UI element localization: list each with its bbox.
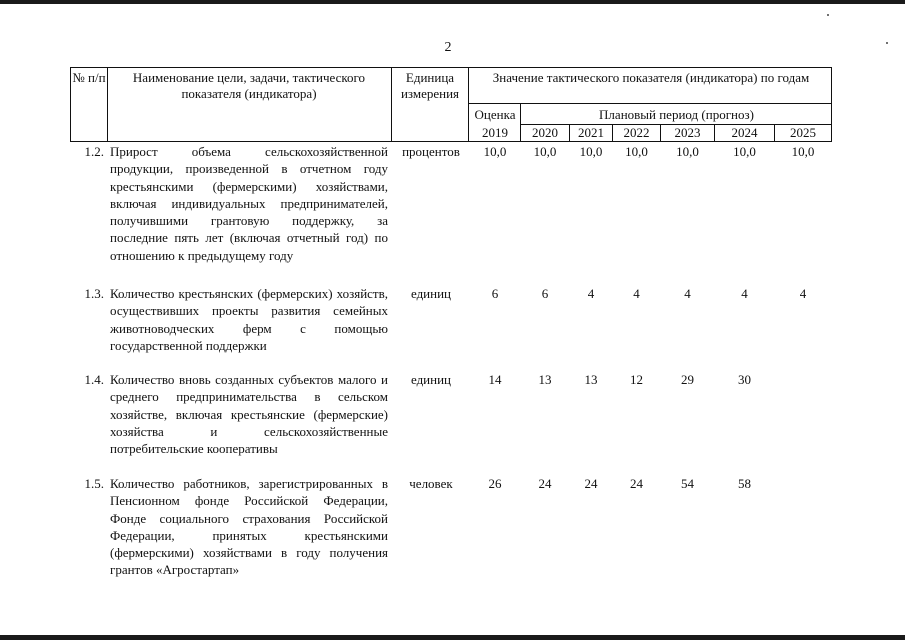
header-year: 2024 <box>731 125 758 140</box>
value-2021: 10,0 <box>579 144 603 159</box>
header-year: 2021 <box>578 125 604 140</box>
header-unit: Единица измерения <box>400 70 460 101</box>
unit-cell: единиц <box>410 372 452 387</box>
page-number: 2 <box>444 40 452 55</box>
value-2025: 10,0 <box>791 144 815 159</box>
value-2022: 12 <box>630 372 643 387</box>
unit-cell: единиц <box>410 286 452 301</box>
value-2019: 14 <box>488 372 502 387</box>
table-border-left <box>70 67 71 142</box>
value-2024: 30 <box>738 372 751 387</box>
value-2024: 58 <box>738 476 751 491</box>
value-2022: 4 <box>633 286 640 301</box>
value-2019: 26 <box>488 476 502 491</box>
header-year: 2020 <box>532 125 558 140</box>
indicator-name: Прирост объема сельскохозяйственной продукции, произведенной в отчетном году крестьянскими (фермерскими) хозяйствами, включая индивидуальных предпринимателей, получившими грантовую поддержку, за последние пять лет (включая отчетный год) по отношению к предыдущему году <box>110 144 388 263</box>
value-2023: 29 <box>681 372 694 387</box>
value-2019: 6 <box>491 286 499 301</box>
header-year: 2023 <box>674 125 701 140</box>
indicator-name: Количество вновь созданных субъектов малого и среднего предпринимательства в сельском хозяйстве, включая крестьянские (фермерские) хозяйства и сельскохозяйственные потребительские кооперативы <box>110 372 388 457</box>
column-divider <box>391 67 392 142</box>
value-2020: 24 <box>538 476 552 491</box>
unit-cell: процентов <box>402 144 460 159</box>
scan-top-edge <box>0 0 905 4</box>
value-2020: 10,0 <box>533 144 557 159</box>
scan-speck <box>886 42 888 44</box>
column-divider <box>107 67 108 142</box>
value-2024: 10,0 <box>733 144 756 159</box>
indicator-name: Количество крестьянских (фермерских) хозяйств, осуществивших проекты развития семейных животноводческих ферм с помощью государственной поддержки <box>110 286 388 353</box>
indicator-name: Количество работников, зарегистрированных в Пенсионном фонде Российской Федерации, Фонде социального страхования Российской Федерации, принятых крестьянскими (фермерскими) хозяйствами в году получения грантов «Агростартап» <box>110 476 388 578</box>
header-name: Наименование цели, задачи, тактического показателя (индикатора) <box>132 70 366 101</box>
header-estimate: Оценка <box>474 107 516 122</box>
value-2022: 10,0 <box>625 144 648 159</box>
scan-bottom-edge <box>0 635 905 640</box>
column-divider <box>468 67 469 142</box>
value-2019: 10,0 <box>483 144 507 159</box>
header-planned-period: Плановый период (прогноз) <box>599 107 754 122</box>
table-border-top <box>70 67 831 68</box>
header-year: 2025 <box>790 125 816 140</box>
header-bottom-line <box>70 141 831 142</box>
header-values-group: Значение тактического показателя (индикатора) по годам <box>492 70 810 85</box>
value-2021: 13 <box>584 372 598 387</box>
value-2020: 13 <box>538 372 552 387</box>
value-2021: 4 <box>587 286 595 301</box>
header-year: 2019 <box>482 125 508 140</box>
row-number: 1.4. <box>84 372 104 387</box>
row-number: 1.3. <box>84 286 104 301</box>
scan-speck <box>827 14 829 16</box>
value-2020: 6 <box>541 286 549 301</box>
value-2023: 10,0 <box>676 144 699 159</box>
value-2021: 24 <box>584 476 598 491</box>
value-2024: 4 <box>741 286 748 301</box>
header-num: № п/п <box>72 70 106 85</box>
header-year: 2022 <box>623 125 650 140</box>
value-2025: 4 <box>799 286 807 301</box>
header-divider <box>468 103 831 104</box>
row-number: 1.2. <box>84 144 104 159</box>
row-number: 1.5. <box>84 476 104 491</box>
value-2022: 24 <box>630 476 643 491</box>
value-2023: 54 <box>681 476 694 491</box>
value-2023: 4 <box>684 286 691 301</box>
table-border-right <box>831 67 832 142</box>
unit-cell: человек <box>409 476 453 491</box>
